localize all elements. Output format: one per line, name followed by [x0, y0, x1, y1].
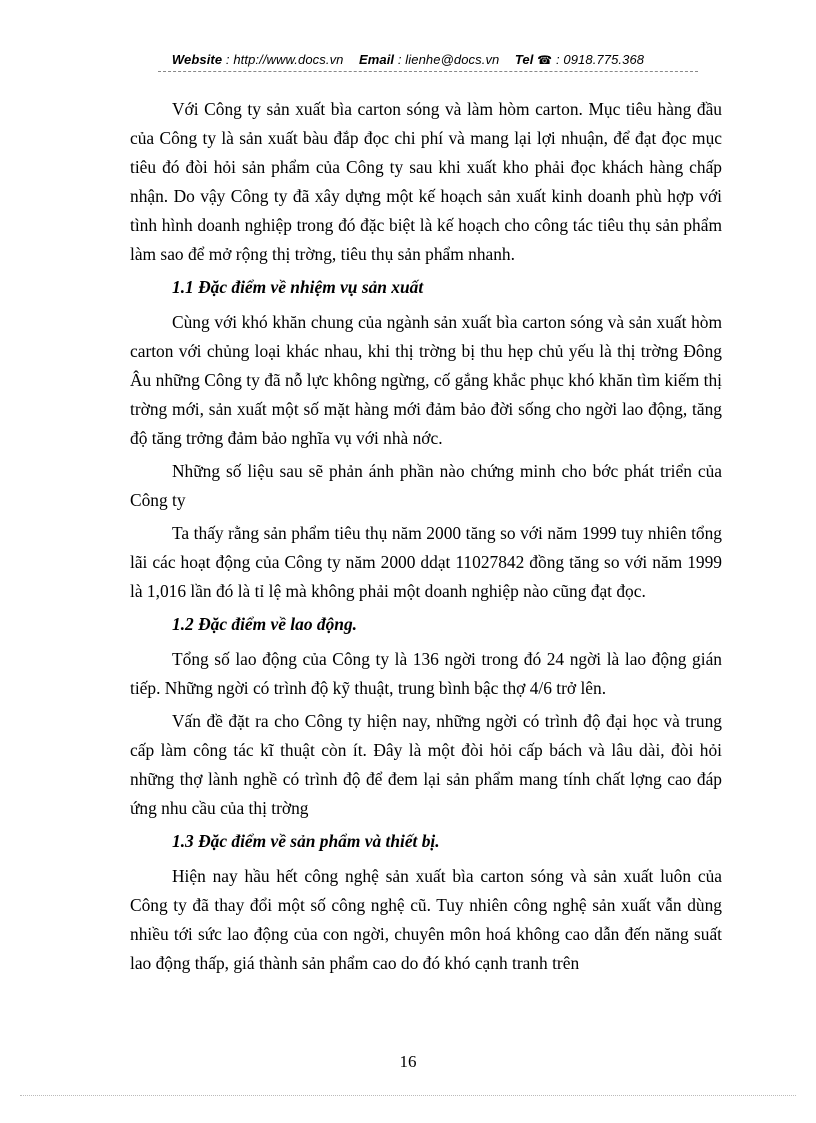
section-2-paragraph-2: Vấn đề đặt ra cho Công ty hiện nay, những ngời có trình độ đại học và trung cấp làm công tác kĩ thuật còn ít. Đây là một đòi hỏi cấp bách và lâu dài, đòi hỏi những thợ lành nghề có trình độ để đem lại sản phẩm mang tính chất lợng cao đáp ứng nhu cầu của thị trờng — [130, 711, 722, 818]
section-2-paragraph-1: Tổng số lao động của Công ty là 136 ngời trong đó 24 ngời là lao động gián tiếp. Những ngời có trình độ kỹ thuật, trung bình bậc thợ 4/6 trở lên. — [130, 649, 722, 698]
section-1-heading: 1.1 Đặc điểm về nhiệm vụ sản xuất — [172, 277, 424, 297]
website-link[interactable]: http://www.docs.vn — [233, 52, 344, 67]
email-link[interactable]: lienhe@docs.vn — [405, 52, 500, 67]
intro-paragraph: Với Công ty sản xuất bìa carton sóng và làm hòm carton. Mục tiêu hàng đầu của Công ty là sản xuất bàu đắp đọc chi phí và mang lại lợi nhuận, để đạt đọc mục tiêu đó đòi hỏi sản phẩm của Công ty sau khi xuất kho phải đọc khách hàng chấp nhận. Do vậy Công ty đã xây dựng một kế hoạch sản xuất kinh doanh phù hợp với tình hình doanh nghiệp trong đó đặc biệt là kế hoạch cho công tác tiêu thụ sản phẩm làm sao để mở rộng thị trờng, tiêu thụ sản phẩm nhanh. — [130, 99, 722, 264]
section-1-paragraph-2: Những số liệu sau sẽ phản ánh phần nào chứng minh cho bớc phát triển của Công ty — [130, 461, 722, 510]
section-2-heading: 1.2 Đặc điểm về lao động. — [172, 614, 357, 634]
document-body — [130, 95, 722, 982]
phone-icon: ☎ — [537, 53, 553, 67]
email-label: Email — [358, 52, 395, 67]
section-1-paragraph-3: Ta thấy rằng sản phẩm tiêu thụ năm 2000 tăng so với năm 1999 tuy nhiên tổng lãi các hoạt động của Công ty năm 2000 ddạt 11027842 đồng tăng so với năm 1999 là 1,016 lần đó là tỉ lệ mà không phải một doanh nghiệp nào cũng đạt đọc. — [130, 523, 722, 601]
section-3-paragraph-1: Hiện nay hầu hết công nghệ sản xuất bìa carton sóng và sản xuất luôn của Công ty đã thay đổi một số công nghệ cũ. Tuy nhiên công nghệ sản xuất vẫn dùng nhiều tới sức lao động của con ngời, chuyên môn hoá không cao dẫn đến năng suất lao động thấp, giá thành sản phẩm cao do đó khó cạnh tranh trên — [130, 866, 722, 973]
page-header: Website : http://www.docs.vn Email : lienhe@docs.vn Tel ☎ : 0918.775.368 — [171, 52, 645, 67]
tel-value: 0918.775.368 — [563, 52, 645, 67]
section-1-paragraph-1: Cùng với khó khăn chung của ngành sản xuất bìa carton sóng và sản xuất hòm carton với chủng loại khác nhau, khi thị trờng bị thu hẹp chủ yếu là thị trờng Đông Âu những Công ty đã nỗ lực không ngừng, cố gắng khắc phục khó khăn tìm kiếm thị trờng mới, sản xuất một số mặt hàng mới đảm bảo đời sống cho ngời lao động, tăng độ tăng trởng đảm bảo nghĩa vụ với nhà nớc. — [130, 312, 722, 448]
header-divider — [158, 71, 698, 72]
page-number: 16 — [399, 1052, 417, 1071]
section-3-heading: 1.3 Đặc điểm về sản phẩm và thiết bị. — [172, 831, 440, 851]
footer-divider — [20, 1095, 796, 1096]
website-label: Website — [171, 52, 223, 67]
tel-label: Tel — [514, 52, 534, 67]
